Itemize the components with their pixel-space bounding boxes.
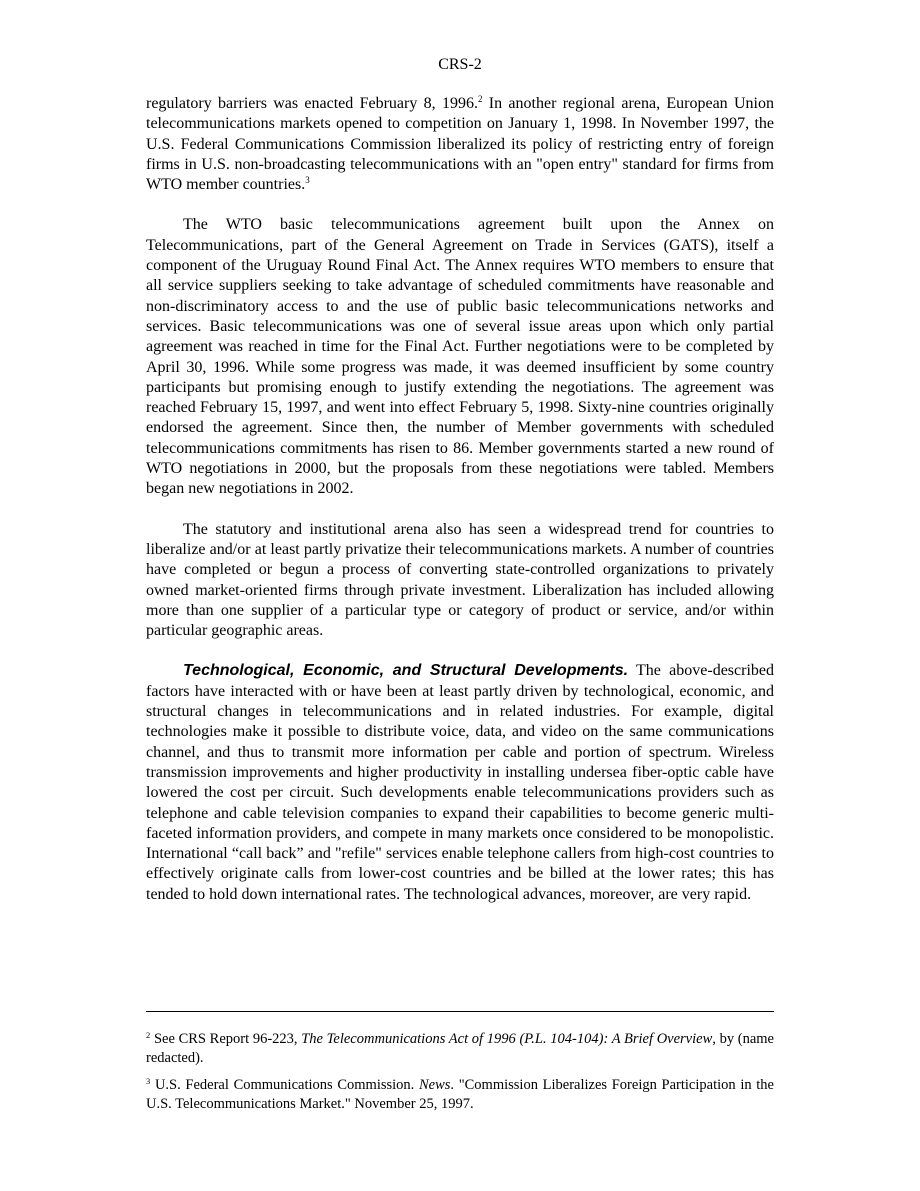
section-heading: Technological, Economic, and Structural Developments. — [183, 662, 629, 680]
page-header: CRS-2 — [438, 56, 482, 73]
document-page — [146, 0, 774, 905]
footnote-text: , by (name redacted). — [146, 1031, 774, 1066]
footnote-text: See CRS Report 96-223, — [150, 1031, 302, 1047]
footnote-ref-3[interactable]: 3 — [305, 175, 310, 186]
paragraph-wto-agreement: The WTO basic telecommunications agreement built upon the Annex on Telecommunications, part of the General Agreement on Trade in Services (GATS), itself a component of the Uruguay Round Final Act. The Annex requires WTO members to ensure that all service suppliers seeking to take advantage of scheduled commitments have reasonable and non-discriminatory access to and the use of public basic telecommunications networks and services. Basic telecommunications was one of several issue areas upon which only partial agreement was reached in time for the Final Act. Further negotiations were to be completed by April 30, 1996. While some progress was made, it was deemed insufficient by some country participants but promising enough to justify extending the negotiations. The agreement was reached February 15, 1997, and went into effect February 5, 1998. Sixty-nine countries originally endorsed the agreement. Since then, the number of Member governments with scheduled telecommunications commitments has risen to 86. Member governments started a new round of WTO negotiations in 2000, but the proposals from these negotiations were tabled. Members began new negotiations in 2002. — [146, 216, 774, 498]
paragraph-statutory: The statutory and institutional arena also has seen a widespread trend for countries to liberalize and/or at least partly privatize their telecommunications markets. A number of countries have completed or begun a process of converting state-controlled organizations to privately owned market-oriented firms through private investment. Liberalization has included allowing more than one supplier of a particular type or category of product or service, and/or within particular geographic areas. — [146, 520, 774, 640]
paragraph-text: The above-described factors have interacted with or have been at least partly driven by technological, economic, and structural changes in telecommunications and in related industries. For example, digital technologies make it possible to distribute voice, data, and video on the same communications channel, and thus to transmit more information per cable and portion of spectrum. Wireless transmission improvements and higher productivity in installing undersea fiber-optic cable have lowered the cost per circuit. Such developments enable telecommunications providers such as telephone and cable television companies to expand their capabilities to become generic multi-faceted information providers, and compete in many markets once considered to be monopolistic. International “call back” and "refile" services enable telephone callers from high-cost countries to effectively originate calls from lower-cost countries and be billed at the lower rates; this has tended to hold down international rates. The technological advances, moreover, are very rapid. — [146, 662, 774, 903]
footnotes — [146, 1030, 774, 1122]
footnote-divider — [146, 1011, 774, 1012]
paragraph-technological — [146, 661, 774, 905]
footnote-ref-2[interactable]: 2 — [477, 94, 483, 104]
footnote-title: The Telecommunications Act of 1996 (P.L. 104-104): A Brief Overview — [301, 1031, 713, 1047]
footnote-3 — [146, 1076, 774, 1114]
paragraph-regulatory — [146, 94, 774, 195]
footnote-text: U.S. Federal Communications Commission. — [150, 1077, 419, 1093]
paragraph-text: regulatory barriers was enacted February 8, 1996. — [146, 95, 478, 112]
footnote-number: 2 — [146, 1030, 151, 1040]
footnote-number: 3 — [146, 1076, 151, 1086]
footnote-title: News — [418, 1077, 451, 1093]
paragraph-text: In another regional arena, European Union telecommunications markets opened to competition on January 1, 1998. In November 1997, the U.S. Federal Communications Commission liberalized its policy of restricting entry of foreign firms in U.S. non-broadcasting telecommunications with an "open entry" standard for firms from WTO member countries. — [146, 95, 774, 194]
footnote-2 — [146, 1030, 774, 1068]
footnote-text: . "Commission Liberalizes Foreign Participation in the U.S. Telecommunications Market." November 25, 1997. — [146, 1077, 774, 1112]
